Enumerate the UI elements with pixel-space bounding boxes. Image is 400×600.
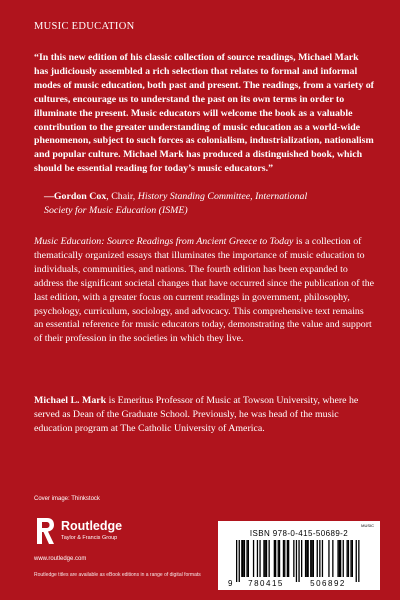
barcode-bar <box>328 540 329 577</box>
barcode-category-label: MUSIC <box>361 523 374 528</box>
barcode-bar <box>274 540 275 577</box>
back-cover <box>34 0 375 600</box>
barcode-bar <box>305 540 306 577</box>
barcode-bar <box>310 540 311 577</box>
barcode-bar <box>339 540 340 577</box>
barcode-bar <box>244 540 245 577</box>
barcode-bar <box>343 540 344 577</box>
description-body: is a collection of thematically organized essays that illuminates the importance of music education to individuals, communities, and nations. The fourth edition has been expanded to address the significant societal changes that have occurred since the publication of the last edition, with a greater focus on current readings in government, philosophy, psychology, curriculum, sociology, and advocacy. This comprehensive text remains an essential reference for music educators today, demonstrating the value and support of their profession in the societies in which they live. <box>34 236 375 345</box>
barcode-bar <box>347 540 348 577</box>
barcode-bar <box>322 540 323 577</box>
author-bio <box>34 394 374 436</box>
barcode-bar <box>257 540 258 577</box>
barcode-bar <box>278 540 279 577</box>
barcode-bar <box>296 540 297 582</box>
barcode-bar <box>279 540 280 577</box>
publisher-name: Routledge <box>61 519 123 533</box>
isbn-label: ISBN 978-0-415-50689-2 <box>249 529 349 538</box>
barcode-bar <box>259 540 260 577</box>
barcode-bar <box>246 540 247 577</box>
barcode-bar <box>269 540 270 577</box>
barcode-bar <box>313 540 314 577</box>
publisher-website: www.routledge.com <box>34 556 87 562</box>
barcode-bar <box>266 540 267 577</box>
barcode-bar <box>236 540 237 582</box>
barcode-bar <box>263 540 264 577</box>
routledge-logo-icon <box>34 516 56 546</box>
barcode-digits-right: 506892 <box>310 579 346 588</box>
barcode-bar <box>340 540 341 577</box>
barcode-bar <box>301 540 302 577</box>
barcode-bar <box>337 540 338 577</box>
series-heading: MUSIC EDUCATION <box>34 21 135 32</box>
attribution-role: , Chair, <box>106 191 138 202</box>
barcode-bar <box>275 540 276 577</box>
barcode-digits-left: 780415 <box>248 579 284 588</box>
barcode <box>226 540 372 588</box>
barcode-first-digit: 9 <box>228 579 233 588</box>
barcode-bar <box>298 540 299 582</box>
barcode-bar <box>241 540 242 577</box>
attribution-org-line2: Society for Music Education (ISME) <box>44 204 188 216</box>
barcode-bar <box>350 540 351 577</box>
barcode-bar <box>239 540 240 582</box>
barcode-bar <box>348 540 349 577</box>
barcode-bar <box>283 540 284 577</box>
barcode-bar <box>352 540 353 577</box>
book-description <box>34 235 374 346</box>
barcode-bar <box>248 540 249 577</box>
barcode-bar <box>265 540 266 577</box>
barcode-bar <box>306 540 307 577</box>
cover-image-credit: Cover image: Thinkstock <box>34 496 100 502</box>
barcode-bar <box>287 540 288 577</box>
barcode-bar <box>293 540 294 577</box>
barcode-bar <box>288 540 289 577</box>
barcode-bar <box>243 540 244 577</box>
book-title: Music Education: Source Readings from Ancient Greece to Today <box>34 236 294 247</box>
attribution-org-line1: History Standing Committee, International <box>137 191 308 202</box>
ebook-footnote: Routledge titles are available as eBook editions in a range of digital formats <box>34 572 201 578</box>
endorsement-quote: “In this new edition of his classic collection of source readings, Michael Mark has judiciously assembled a rich selection that relates to formal and informal modes of music education, both past and present. The readings, from a variety of cultures, encourage us to understand the past on its own terms in order to illuminate the present. Music educators will welcome the book as a valuable contribution to the greater understanding of music education as a world-wide phenomenon, subject to such forces as colonialism, industrialization, nationalism and popular culture. Michael Mark has produced a distinguished book, which should be essential reading for today’s music educators.” <box>34 52 374 175</box>
barcode-bar <box>332 540 333 577</box>
barcode-bar <box>358 540 359 582</box>
barcode-bar <box>356 540 357 582</box>
barcode-bars <box>236 540 360 582</box>
publisher-subtitle: Taylor & Francis Group <box>61 535 118 541</box>
barcode-bar <box>308 540 309 577</box>
author-name: Michael L. Mark <box>34 395 107 406</box>
barcode-bar <box>253 540 254 577</box>
endorsement-attribution <box>34 190 374 218</box>
barcode-bar <box>284 540 285 577</box>
attribution-name: —Gordon Cox <box>44 191 107 202</box>
author-bio-body: is Emeritus Professor of Music at Towson University, where he served as Dean of the Graduate School. Previously, he was head of the music education program at The Catholic University of America. <box>34 395 359 434</box>
publisher-block <box>34 516 194 556</box>
barcode-bar <box>311 540 312 577</box>
barcode-panel <box>218 521 380 590</box>
barcode-bar <box>319 540 320 577</box>
barcode-bar <box>317 540 318 577</box>
